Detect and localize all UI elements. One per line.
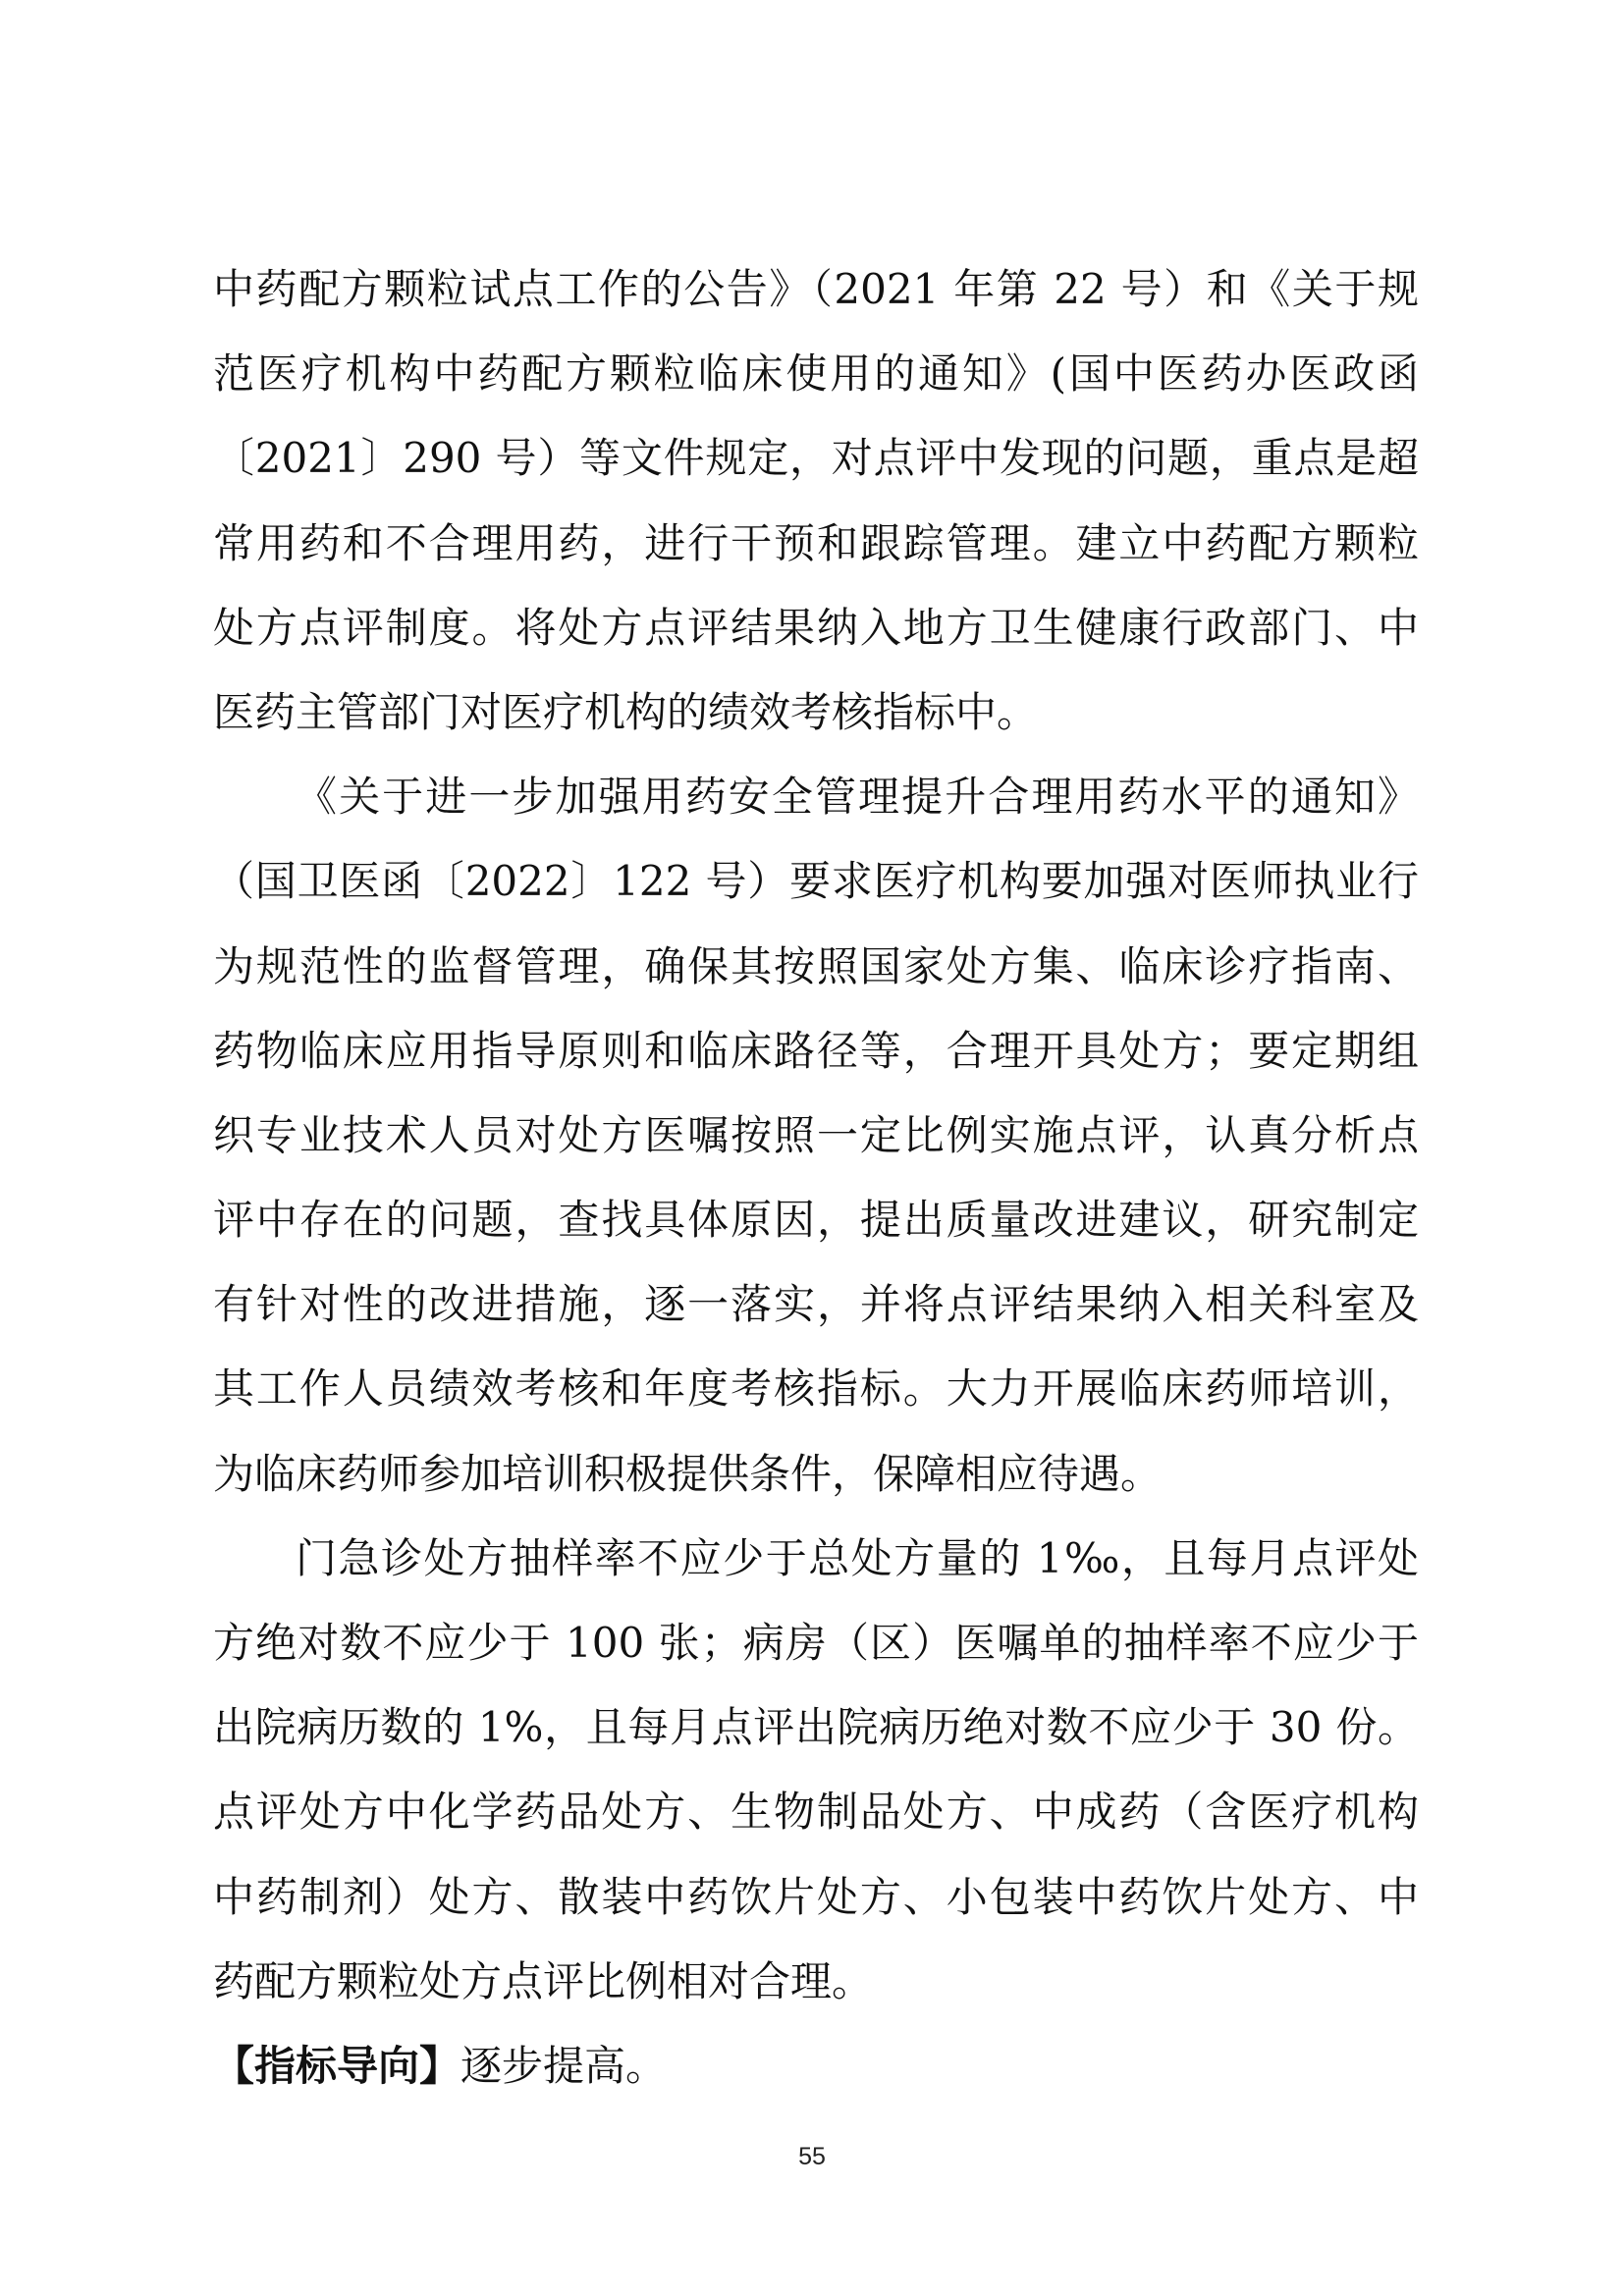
text-line: 为规范性的监督管理，确保其按照国家处方集、临床诊疗指南、 [213,941,1419,990]
text-line: 门急诊处方抽样率不应少于总处方量的 1‰，且每月点评处 [296,1533,1419,1582]
text-line: 方绝对数不应少于 100 张；病房（区）医嘱单的抽样率不应少于 [213,1619,1419,1667]
text-line: 有针对性的改进措施，逐一落实，并将点评结果纳入相关科室及 [213,1280,1419,1329]
document-body [213,247,1419,2109]
indicator-guidance [213,2024,1419,2109]
indicator-text: 逐步提高。 [460,2041,668,2090]
paragraph-2 [213,755,1419,1517]
paragraph-3 [213,1517,1419,2024]
paragraph-1 [213,247,1419,755]
text-line: （国卫医函〔2022〕122 号）要求医疗机构要加强对医师执业行 [213,857,1419,906]
text-line: 为临床药师参加培训积极提供条件，保障相应待遇。 [213,1449,1163,1498]
text-line: 织专业技术人员对处方医嘱按照一定比例实施点评，认真分析点 [213,1110,1419,1159]
text-line: 《关于进一步加强用药安全管理提升合理用药水平的通知》 [296,773,1419,822]
text-line: 药物临床应用指导原则和临床路径等，合理开具处方；要定期组 [213,1026,1419,1075]
page-number: 55 [798,2143,826,2170]
indicator-label: 【指标导向】 [213,2041,461,2090]
text-line: 中药制剂）处方、散装中药饮片处方、小包装中药饮片处方、中 [213,1872,1419,1921]
text-line: 出院病历数的 1%，且每月点评出院病历绝对数不应少于 30 份。 [213,1703,1419,1752]
text-line: 〔2021〕290 号）等文件规定，对点评中发现的问题，重点是超 [213,434,1419,483]
text-line: 其工作人员绩效考核和年度考核指标。大力开展临床药师培训， [213,1364,1419,1414]
text-line: 医药主管部门对医疗机构的绩效考核指标中。 [213,687,1039,736]
text-line: 中药配方颗粒试点工作的公告》（2021 年第 22 号）和《关于规 [213,265,1419,313]
text-line: 范医疗机构中药配方颗粒临床使用的通知》(国中医药办医政函 [213,349,1419,399]
text-line: 常用药和不合理用药，进行干预和跟踪管理。建立中药配方颗粒 [213,518,1419,567]
text-line: 药配方颗粒处方点评比例相对合理。 [213,1956,874,2005]
text-line: 处方点评制度。将处方点评结果纳入地方卫生健康行政部门、中 [213,603,1419,652]
text-line: 点评处方中化学药品处方、生物制品处方、中成药（含医疗机构 [213,1788,1419,1837]
text-line: 评中存在的问题，查找具体原因，提出质量改进建议，研究制定 [213,1196,1419,1245]
